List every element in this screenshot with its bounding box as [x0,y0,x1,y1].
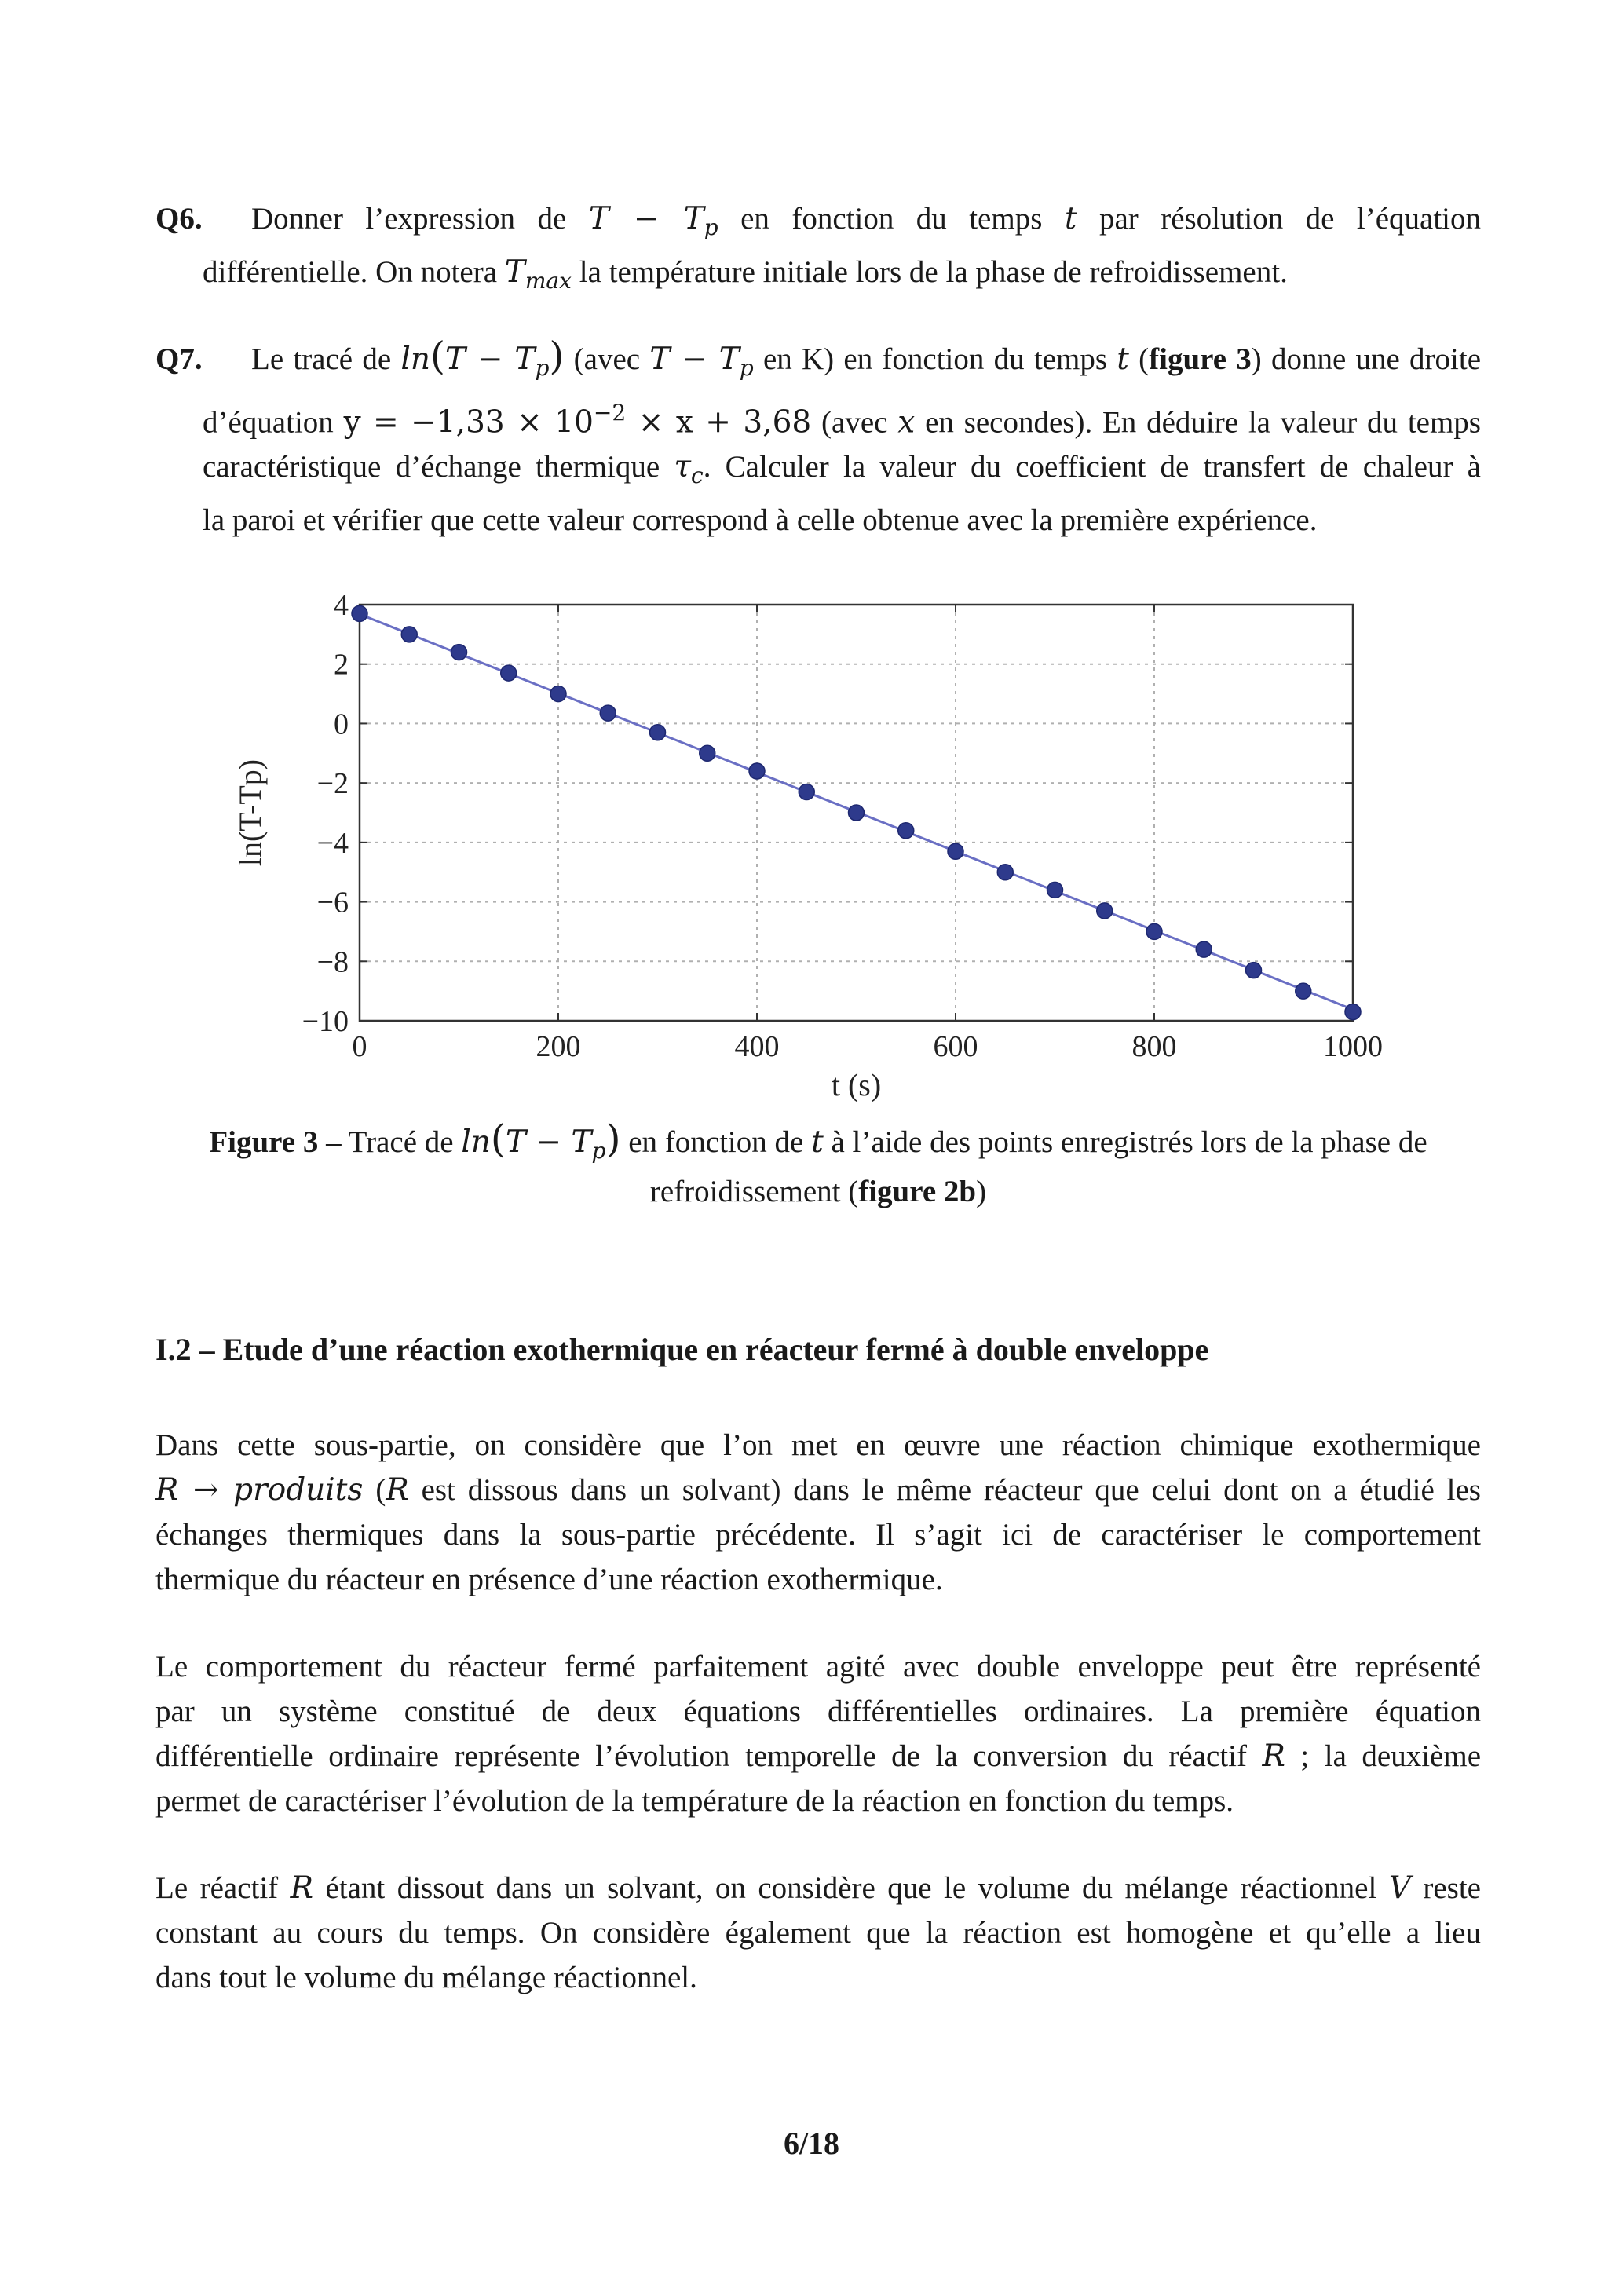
p3-line-3 [155,1955,1481,2000]
caption-figure-ref: figure 2b [858,1174,977,1208]
p2-line-1 [155,1644,1481,1689]
p1-line-3 [155,1512,1481,1557]
p3-text: dans tout le volume du mélange réactionnel. [155,1961,697,1994]
data-point [898,823,914,839]
caption-text: – Tracé de [318,1125,462,1159]
caption-math-t: t [811,1124,824,1160]
x-tick-label: 800 [1131,1030,1177,1063]
y-axis-label: ln(T-Tp) [232,759,268,867]
q7-line-2 [155,390,1481,444]
paren-close: ) [605,1117,621,1161]
x-axis-label: t (s) [831,1067,882,1102]
p3-math-r: R [290,1870,313,1906]
x-tick-label: 200 [536,1030,581,1063]
q6-text: la température initiale lors de la phase de refroidissement. [572,254,1288,289]
y-tick-label: −2 [316,767,349,801]
q6-text: Donner l’expression de [251,202,589,236]
q7-text: (avec [811,405,898,440]
q6-line-2 [155,250,1481,303]
p2-line-2 [155,1689,1481,1734]
data-point [451,645,467,660]
q7-math-sub: p [739,354,754,381]
q7-line-1 [155,335,1481,390]
caption-line-1 [155,1119,1481,1172]
q6-math-sub: max [525,267,572,294]
q7-text: (avec [564,342,650,376]
y-tick-label: 2 [334,648,349,682]
data-point [749,763,765,779]
q6-math-t: t [1064,201,1077,236]
p1-text: ( [363,1473,386,1507]
data-point [1196,941,1212,957]
p2-math-r: R [1262,1738,1285,1774]
data-point [948,843,963,859]
q7-line-3 [155,444,1481,498]
q6-math-sub: p [704,214,718,240]
caption-text: à l’aide des points enregistrés lors de la phase de [823,1125,1427,1159]
p2-text: ; la deuxième [1285,1739,1481,1773]
p3-line-2 [155,1910,1481,1955]
q6-math-t-minus-tp: T − T [588,201,704,236]
caption-text: ) [976,1174,987,1208]
paragraph-2 [155,1644,1481,1823]
x-tick-label: 1000 [1323,1030,1383,1063]
p1-text: Dans cette sous-partie, on considère que l’on met en œuvre une réaction chimique exothermique [155,1428,1481,1462]
caption-math-t-minus-tp: T − T [505,1124,592,1160]
p1-text: est dissous dans un solvant) dans le même réacteur que celui dont on a étudié les [408,1473,1481,1507]
q7-math-t-minus-tp: T − T [649,342,740,377]
data-point [700,745,715,761]
data-point [849,805,865,821]
paren-close: ) [549,335,565,378]
q6-label: Q6. [155,202,203,236]
data-point [799,784,814,800]
q7-equation: y = −1,33 × 10 [343,404,594,441]
data-point [501,665,517,681]
q7-math-sub: c [690,462,704,489]
q7-text: caractéristique d’échange thermique [203,450,674,484]
p1-text: thermique du réacteur en présence d’une réaction exothermique. [155,1563,943,1596]
data-point [1146,923,1162,939]
section-heading: I.2 – Etude d’une réaction exothermique en réacteur fermé à double enveloppe [155,1332,1209,1367]
q7-text: en K) en fonction du temps [753,342,1117,376]
data-point [401,627,417,642]
p1-text: échanges thermiques dans la sous-partie précédente. Il s’agit ici de caractériser le comportement [155,1518,1481,1552]
y-tick-label: −4 [316,826,349,860]
p2-text: permet de caractériser l’évolution de la température de la réaction en fonction du temps. [155,1784,1234,1818]
q7-text: en secondes). En déduire la valeur du temps [915,405,1481,440]
q6-text: différentielle. On notera [203,254,505,289]
q7-text: Le tracé de [251,342,401,376]
q7-text: la paroi et vérifier que cette valeur correspond à celle obtenue avec la première expérience. [203,503,1318,538]
q7-math-sub: p [535,354,550,381]
tick-labels [302,589,1383,1063]
data-point [352,605,367,621]
q7-equation-exponent: −2 [593,399,627,426]
paragraph-3 [155,1866,1481,2000]
paragraph-1 [155,1423,1481,1602]
p1-line-2 [155,1468,1481,1512]
figure-3-chart [228,581,1421,1115]
p2-line-3 [155,1734,1481,1779]
p2-text: différentielle ordinaire représente l’évolution temporelle de la conversion du réactif [155,1739,1263,1773]
q6-text: par résolution de l’équation [1077,202,1482,236]
data-point [1097,903,1113,919]
caption-text: refroidissement ( [649,1174,859,1208]
q7-math-t: t [1117,342,1129,377]
q7-text: ) donne une droite [1251,342,1482,376]
p1-line-1 [155,1423,1481,1468]
q7-text: ( [1128,342,1150,376]
q7-text: . Calculer la valeur du coefficient de transfert de chaleur à [703,450,1481,484]
p1-line-4 [155,1557,1481,1602]
data-point [1246,963,1262,978]
y-tick-label: 4 [334,589,349,622]
p1-math-r: R [386,1472,409,1508]
p3-line-1 [155,1866,1481,1910]
data-point [1047,882,1063,898]
data-point [997,865,1013,880]
q7-math-x: x [897,404,916,441]
y-tick-label: −8 [316,945,349,979]
paren-open: ( [430,335,445,378]
q7-math-ln: ln [400,342,430,377]
q7-figure-ref: figure 3 [1149,342,1252,376]
p1-math-reaction: R → produits [155,1472,364,1508]
data-points [352,605,1361,1019]
x-tick-label: 0 [352,1030,367,1063]
caption-text: en fonction de [620,1125,812,1159]
p3-math-v: V [1388,1870,1411,1906]
p2-text: Le comportement du réacteur fermé parfaitement agité avec double enveloppe peut être représenté [155,1650,1481,1684]
data-point [650,725,666,740]
p3-text: étant dissout dans un solvant, on considère que le volume du mélange réactionnel [313,1871,1389,1905]
p3-text: constant au cours du temps. On considère également que la réaction est homogène et qu’elle a lieu [155,1916,1481,1950]
figure-3-caption [155,1119,1481,1212]
x-tick-label: 400 [734,1030,780,1063]
caption-label: Figure 3 [209,1125,319,1159]
y-tick-label: 0 [334,707,349,741]
y-tick-label: −6 [316,886,349,919]
q6-math-tmax: T [504,254,525,290]
page-number: 6/18 [783,2126,840,2161]
q7-line-4 [155,498,1481,543]
data-point [550,686,566,702]
q7-math-tau: τ [674,449,691,485]
caption-math-sub: p [591,1137,606,1164]
data-point [1296,983,1311,999]
q7-label: Q7. [155,342,203,376]
q6-line-1 [155,196,1481,250]
caption-math-ln: ln [461,1124,491,1160]
y-tick-label: −10 [302,1005,349,1038]
q7-equation: × x + 3,68 [626,404,812,441]
question-q7 [155,335,1481,543]
p2-text: par un système constitué de deux équations différentielles ordinaires. La première équation [155,1695,1481,1728]
data-point [600,705,616,721]
p3-text: reste [1410,1871,1481,1905]
question-q6 [155,196,1481,303]
q7-text: d’équation [203,405,344,440]
data-point [1345,1004,1361,1020]
p2-line-4 [155,1779,1481,1823]
x-tick-label: 600 [933,1030,978,1063]
paren-open: ( [490,1117,506,1161]
p3-text: Le réactif [155,1871,291,1905]
q6-text: en fonction du temps [718,202,1065,236]
caption-line-2 [155,1172,1481,1212]
q7-math-t-minus-tp: T − T [444,342,536,377]
